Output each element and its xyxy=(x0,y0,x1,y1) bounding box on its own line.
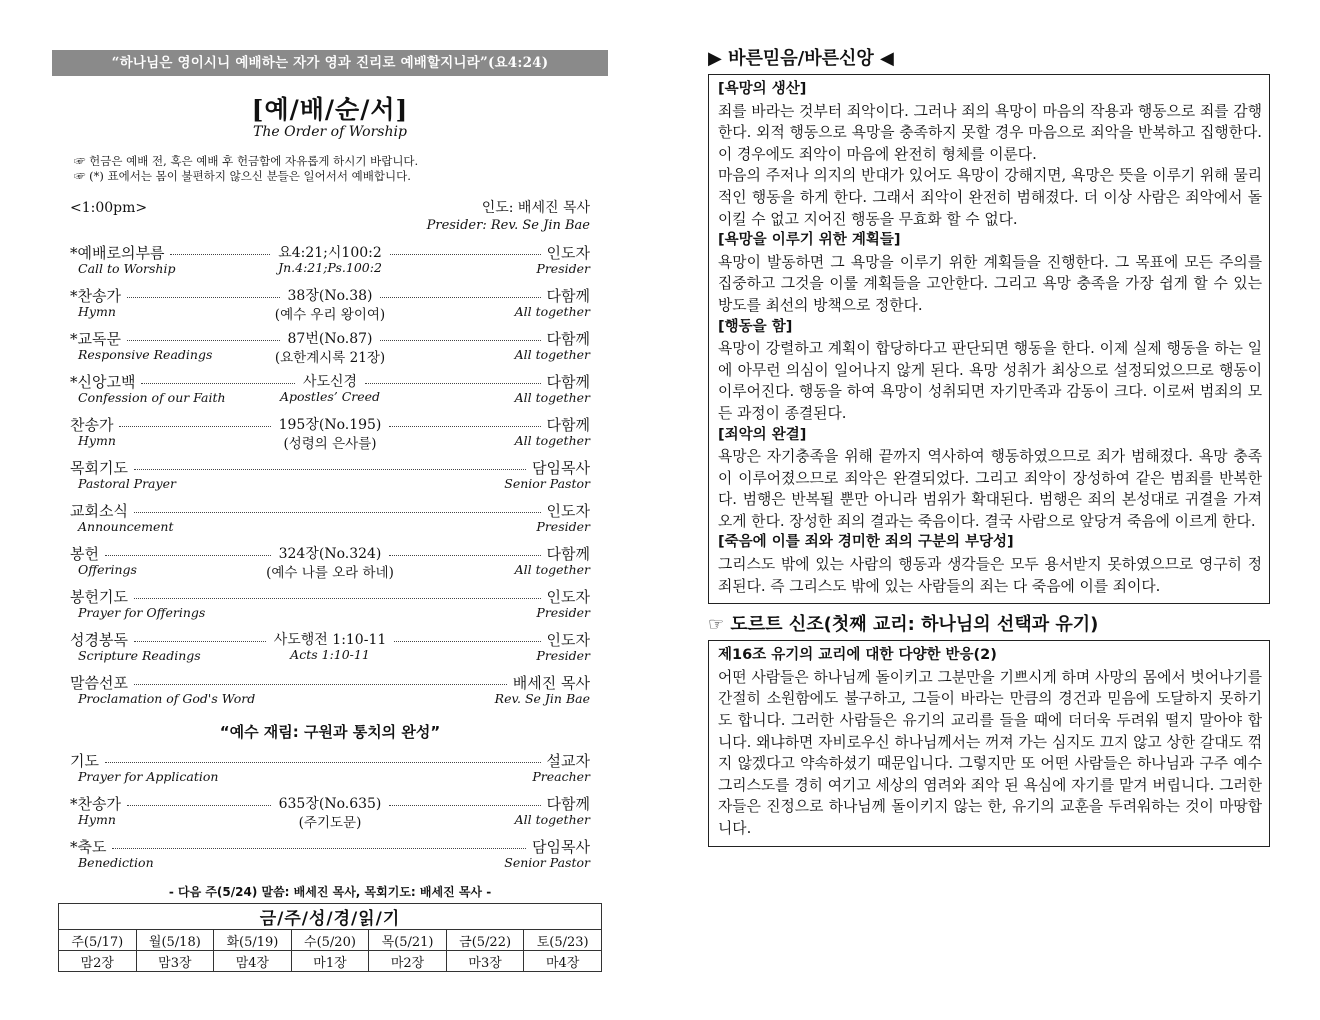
item-leader-en: All together xyxy=(514,433,590,448)
dotted-leader xyxy=(119,426,270,427)
order-item xyxy=(52,283,608,326)
dotted-leader xyxy=(380,297,540,298)
item-leader-ko: 인도자 xyxy=(546,502,590,520)
dotted-leader xyxy=(112,848,526,849)
item-leader-ko: 다함께 xyxy=(546,416,590,434)
dotted-leader xyxy=(365,383,540,384)
faith-section-heading: [죽음에 이를 죄와 경미한 죄의 구분의 부당성] xyxy=(718,534,1014,551)
faith-section-heading: [욕망의 생산] xyxy=(718,81,807,97)
item-reference-detail: (예수 우리 왕이여) xyxy=(274,307,386,323)
dotted-leader xyxy=(389,805,540,806)
item-title-ko: *찬송가 xyxy=(70,287,121,305)
item-leader-en: All together xyxy=(514,347,590,362)
dotted-leader xyxy=(141,383,294,384)
faith-section-body: 그리스도 밖에 있는 사람의 행동과 생각들은 모두 용서받지 못하였으므로 영구히 정죄된다. 즉 그리스도 밖에 있는 사람들의 죄는 다 죽음에 이를 죄이다. xyxy=(718,556,1262,595)
dotted-leader xyxy=(105,555,271,556)
order-item xyxy=(52,541,608,584)
item-leader-en: Preacher xyxy=(532,769,590,784)
dotted-leader xyxy=(127,297,280,298)
item-leader-en: Senior Pastor xyxy=(504,476,590,491)
item-reference-detail: (주기도문) xyxy=(298,815,362,831)
dotted-leader xyxy=(394,641,540,642)
item-reference-detail: Acts 1:10-11 xyxy=(290,647,370,662)
order-list-main xyxy=(52,240,608,713)
item-leader-en: All together xyxy=(514,390,590,405)
order-item xyxy=(52,498,608,541)
item-leader-ko: 인도자 xyxy=(546,631,590,649)
order-item xyxy=(52,240,608,283)
item-title-ko: 교회소식 xyxy=(70,502,128,520)
item-title-ko: *예배로의부름 xyxy=(70,244,165,262)
dotted-leader xyxy=(390,254,541,255)
item-title-ko: 성경봉독 xyxy=(70,631,128,649)
dotted-leader xyxy=(134,512,541,513)
item-reference-detail: Apostles’ Creed xyxy=(279,389,381,404)
order-subtitle: The Order of Worship xyxy=(253,124,407,140)
reading-chapter: 마4장 xyxy=(524,951,602,972)
item-title-ko: *축도 xyxy=(70,838,107,856)
faith-section-heading: [행동을 함] xyxy=(718,318,793,335)
dort-body: 어떤 사람들은 하나님께 돌이키고 그분만을 기쁘시게 하며 사망의 몸에서 벗어나기를 간절히 소원함에도 불구하고, 그들이 바라는 만큼의 경건과 믿음에 도달하지 못하기도 합니다. 그러한 사람들은 유기의 교리를 들을 때에 더더욱 두려워 떨지 말아야 합니다. 왜냐하면 자비로우신 하나님께서는 꺼져 가는 심지도 끄지 않고 상한 갈대도 꺾지 않겠다고 약속하셨기 때문입니다. 그렇지만 또 어떤 사람들은 하나님과 구주 예수 그리스도를 경히 여기고 세상의 염려와 죄악 된 욕심에 자기를 맡겨 버립니다. 그러한 자들은 진정으로 하나님께 돌이키지 않는 한, 유기의 교훈을 두려워하는 것이 마땅합니다. xyxy=(718,668,1262,837)
reading-chapter: 마2장 xyxy=(369,951,447,972)
item-title-en: Prayer for Application xyxy=(78,769,219,784)
reading-chapter: 맘4장 xyxy=(214,951,292,972)
reading-chapter: 마1장 xyxy=(291,951,369,972)
dotted-leader xyxy=(134,641,266,642)
item-leader-en: Rev. Se Jin Bae xyxy=(494,691,590,706)
dotted-leader xyxy=(134,684,507,685)
order-item xyxy=(52,791,608,834)
dotted-leader xyxy=(389,555,540,556)
item-leader-ko: 다함께 xyxy=(546,287,590,305)
item-title-ko: 기도 xyxy=(70,752,99,770)
item-leader-ko: 담임목사 xyxy=(532,838,590,856)
service-time: <1:00pm> xyxy=(70,200,148,216)
item-title-ko: 말씀선포 xyxy=(70,674,128,692)
item-title-en: Hymn xyxy=(78,812,116,827)
item-leader-en: All together xyxy=(514,562,590,577)
item-title-en: Confession of our Faith xyxy=(78,390,226,405)
item-reference-detail: (요한계시록 21장) xyxy=(274,350,386,366)
reading-chapters-row xyxy=(59,951,602,972)
dotted-leader xyxy=(389,426,540,427)
presider-ko: 인도: 배세진 목사 xyxy=(481,200,590,216)
presider-en: Presider: Rev. Se Jin Bae xyxy=(426,218,590,233)
reading-chapter: 맘3장 xyxy=(136,951,214,972)
item-reference: 요4:21;시100:2 xyxy=(278,245,382,261)
item-leader-ko: 다함께 xyxy=(546,795,590,813)
faith-column xyxy=(708,44,1270,847)
item-title-ko: *교독문 xyxy=(70,330,121,348)
dotted-leader xyxy=(134,469,526,470)
faith-section-body: 욕망은 자기충족을 위해 끝까지 역사하여 행동하였으므로 죄가 범해졌다. 욕망 충족이 이루어졌으므로 죄악은 완결되었다. 그리고 죄악이 장성하여 같은 범죄를 반복한다. 범행은 반복될 뿐만 아니라 범위가 확대된다. 범행은 죄의 본성대로 귀결을 가져오게 한다. 장성한 죄의 결과는 죽음이다. 결국 사람으로 앞당겨 죽음에 이르게 한다. xyxy=(718,448,1262,530)
dotted-leader xyxy=(127,805,271,806)
order-list-closing xyxy=(52,748,608,877)
item-leader-ko: 설교자 xyxy=(546,752,590,770)
offering-note: ☞ 헌금은 예배 전, 혹은 예배 후 헌금함에 자유롭게 하시기 바랍니다. xyxy=(74,154,419,168)
dotted-leader xyxy=(170,254,270,255)
item-leader-en: Presider xyxy=(536,605,590,620)
item-title-en: Hymn xyxy=(78,304,116,319)
item-title-ko: 찬송가 xyxy=(70,416,114,434)
reading-title: 금/주/성/경/읽/기 xyxy=(59,904,602,930)
item-reference: 635장(No.635) xyxy=(278,796,382,812)
item-reference: 사도행전 1:10-11 xyxy=(273,632,387,648)
item-title-en: Responsive Readings xyxy=(78,347,213,362)
reading-day: 수(5/20) xyxy=(291,930,369,951)
reading-day: 금(5/22) xyxy=(446,930,524,951)
order-item xyxy=(52,834,608,877)
reading-days-row xyxy=(59,930,602,951)
presider xyxy=(427,200,590,234)
faith-section-body: 욕망이 강렬하고 계획이 합당하다고 판단되면 행동을 한다. 이제 실제 행동을 하는 일에 아무런 의심이 일어나지 않게 된다. 욕망 성취가 최상으로 설정되었으므로 행동이 이루어진다. 행동을 하여 욕망이 성취되면 자기만족과 감동이 크다. 이로써 범죄의 모든 과정이 종결된다. xyxy=(718,340,1262,422)
item-reference-detail: (예수 나를 오라 하네) xyxy=(266,565,394,581)
item-reference: 사도신경 xyxy=(302,374,358,390)
weekly-bible-reading-table xyxy=(58,903,602,972)
dort-box xyxy=(708,640,1270,846)
item-reference-detail: Jn.4:21;Ps.100:2 xyxy=(278,260,382,275)
item-title-en: Offerings xyxy=(78,562,137,577)
item-leader-ko: 다함께 xyxy=(546,545,590,563)
item-title-ko: *신앙고백 xyxy=(70,373,136,391)
dotted-leader xyxy=(134,598,541,599)
item-title-en: Scripture Readings xyxy=(78,648,201,663)
item-leader-en: Presider xyxy=(536,261,590,276)
item-leader-ko: 인도자 xyxy=(546,244,590,262)
item-leader-ko: 인도자 xyxy=(546,588,590,606)
item-leader-ko: 다함께 xyxy=(546,373,590,391)
order-item xyxy=(52,369,608,412)
worship-order-column xyxy=(52,50,608,900)
order-item xyxy=(52,627,608,670)
order-title: [예/배/순/서] xyxy=(251,95,409,124)
item-leader-ko: 담임목사 xyxy=(532,459,590,477)
order-item xyxy=(52,748,608,791)
scripture-banner: “하나님은 영이시니 예배하는 자가 영과 진리로 예배할지니라”(요4:24) xyxy=(52,50,608,76)
order-item xyxy=(52,326,608,369)
item-leader-en: All together xyxy=(514,812,590,827)
item-reference: 87번(No.87) xyxy=(287,331,373,347)
item-title-ko: 봉헌기도 xyxy=(70,588,128,606)
worship-notes xyxy=(74,154,608,184)
dort-article-title: 제16조 유기의 교리에 대한 다양한 반응(2) xyxy=(718,647,997,664)
faith-section-body: 욕망이 발동하면 그 욕망을 이루기 위한 계획들을 진행한다. 그 목표에 모든 주의를 집중하고 그것을 이룰 계획들을 고안한다. 그리고 욕망 충족을 가장 쉽게 할 수 있는 방도를 최선의 방책으로 정한다. xyxy=(718,253,1262,314)
item-title-en: Prayer for Offerings xyxy=(78,605,206,620)
item-leader-en: Presider xyxy=(536,519,590,534)
item-leader-en: Presider xyxy=(536,648,590,663)
item-title-ko: 봉헌 xyxy=(70,545,99,563)
reading-day: 목(5/21) xyxy=(369,930,447,951)
faith-section-heading: [욕망을 이루기 위한 계획들] xyxy=(718,232,901,249)
reading-day: 월(5/18) xyxy=(136,930,214,951)
standing-note: ☞ (*) 표에서는 몸이 불편하지 않으신 분들은 일어서서 예배합니다. xyxy=(74,169,411,183)
item-title-en: Pastoral Prayer xyxy=(78,476,176,491)
next-week-note: - 다음 주(5/24) 말씀: 배세진 목사, 목회기도: 배세진 목사 - xyxy=(168,885,492,899)
reading-day: 토(5/23) xyxy=(524,930,602,951)
order-item xyxy=(52,670,608,713)
order-item xyxy=(52,584,608,627)
item-title-en: Benediction xyxy=(78,855,154,870)
item-reference: 195장(No.195) xyxy=(278,417,382,433)
reading-day: 화(5/19) xyxy=(214,930,292,951)
item-title-en: Hymn xyxy=(78,433,116,448)
item-title-ko: *찬송가 xyxy=(70,795,121,813)
item-leader-ko: 다함께 xyxy=(546,330,590,348)
sermon-title: “예수 재림: 구원과 통치의 완성” xyxy=(219,723,441,741)
faith-box xyxy=(708,74,1270,604)
reading-day: 주(5/17) xyxy=(59,930,137,951)
dort-heading: ☞ 도르트 신조(첫째 교리: 하나님의 선택과 유기) xyxy=(708,614,1099,636)
item-title-ko: 목회기도 xyxy=(70,459,128,477)
faith-section-heading: [죄악의 완결] xyxy=(718,426,807,443)
item-title-en: Proclamation of God's Word xyxy=(78,691,256,706)
faith-section-body: 죄를 바라는 것부터 죄악이다. 그러나 죄의 욕망이 마음의 작용과 행동으로 죄를 감행한다. 외적 행동으로 욕망을 충족하지 못할 경우 마음으로 죄악을 반복하고 집행한다. 이 경우에도 죄악이 마음에 완전히 형체를 이룬다. xyxy=(718,102,1262,163)
reading-chapter: 맘2장 xyxy=(59,951,137,972)
item-reference-detail: (성령의 은사를) xyxy=(283,436,377,452)
faith-section-body: 마음의 주저나 의지의 반대가 있어도 욕망이 강해지면, 욕망은 뜻을 이루기 위해 물리적인 행동을 하게 한다. 그래서 죄악이 완전히 범해졌다. 더 이상 사람은 죄악에서 돌이킬 수 없고 지어진 행동을 무효화 할 수 없다. xyxy=(718,167,1262,228)
item-leader-en: Senior Pastor xyxy=(504,855,590,870)
faith-heading: ▶ 바른믿음/바른신앙 ◀ xyxy=(708,48,894,69)
item-leader-en: All together xyxy=(514,304,590,319)
item-title-en: Call to Worship xyxy=(78,261,176,276)
item-title-en: Announcement xyxy=(78,519,174,534)
item-leader-ko: 배세진 목사 xyxy=(512,674,590,692)
item-reference: 38장(No.38) xyxy=(287,288,373,304)
time-presider-row xyxy=(52,200,608,236)
dotted-leader xyxy=(380,340,540,341)
item-reference: 324장(No.324) xyxy=(278,546,382,562)
order-item xyxy=(52,455,608,498)
dotted-leader xyxy=(127,340,280,341)
order-item xyxy=(52,412,608,455)
dotted-leader xyxy=(105,762,541,763)
reading-chapter: 마3장 xyxy=(446,951,524,972)
